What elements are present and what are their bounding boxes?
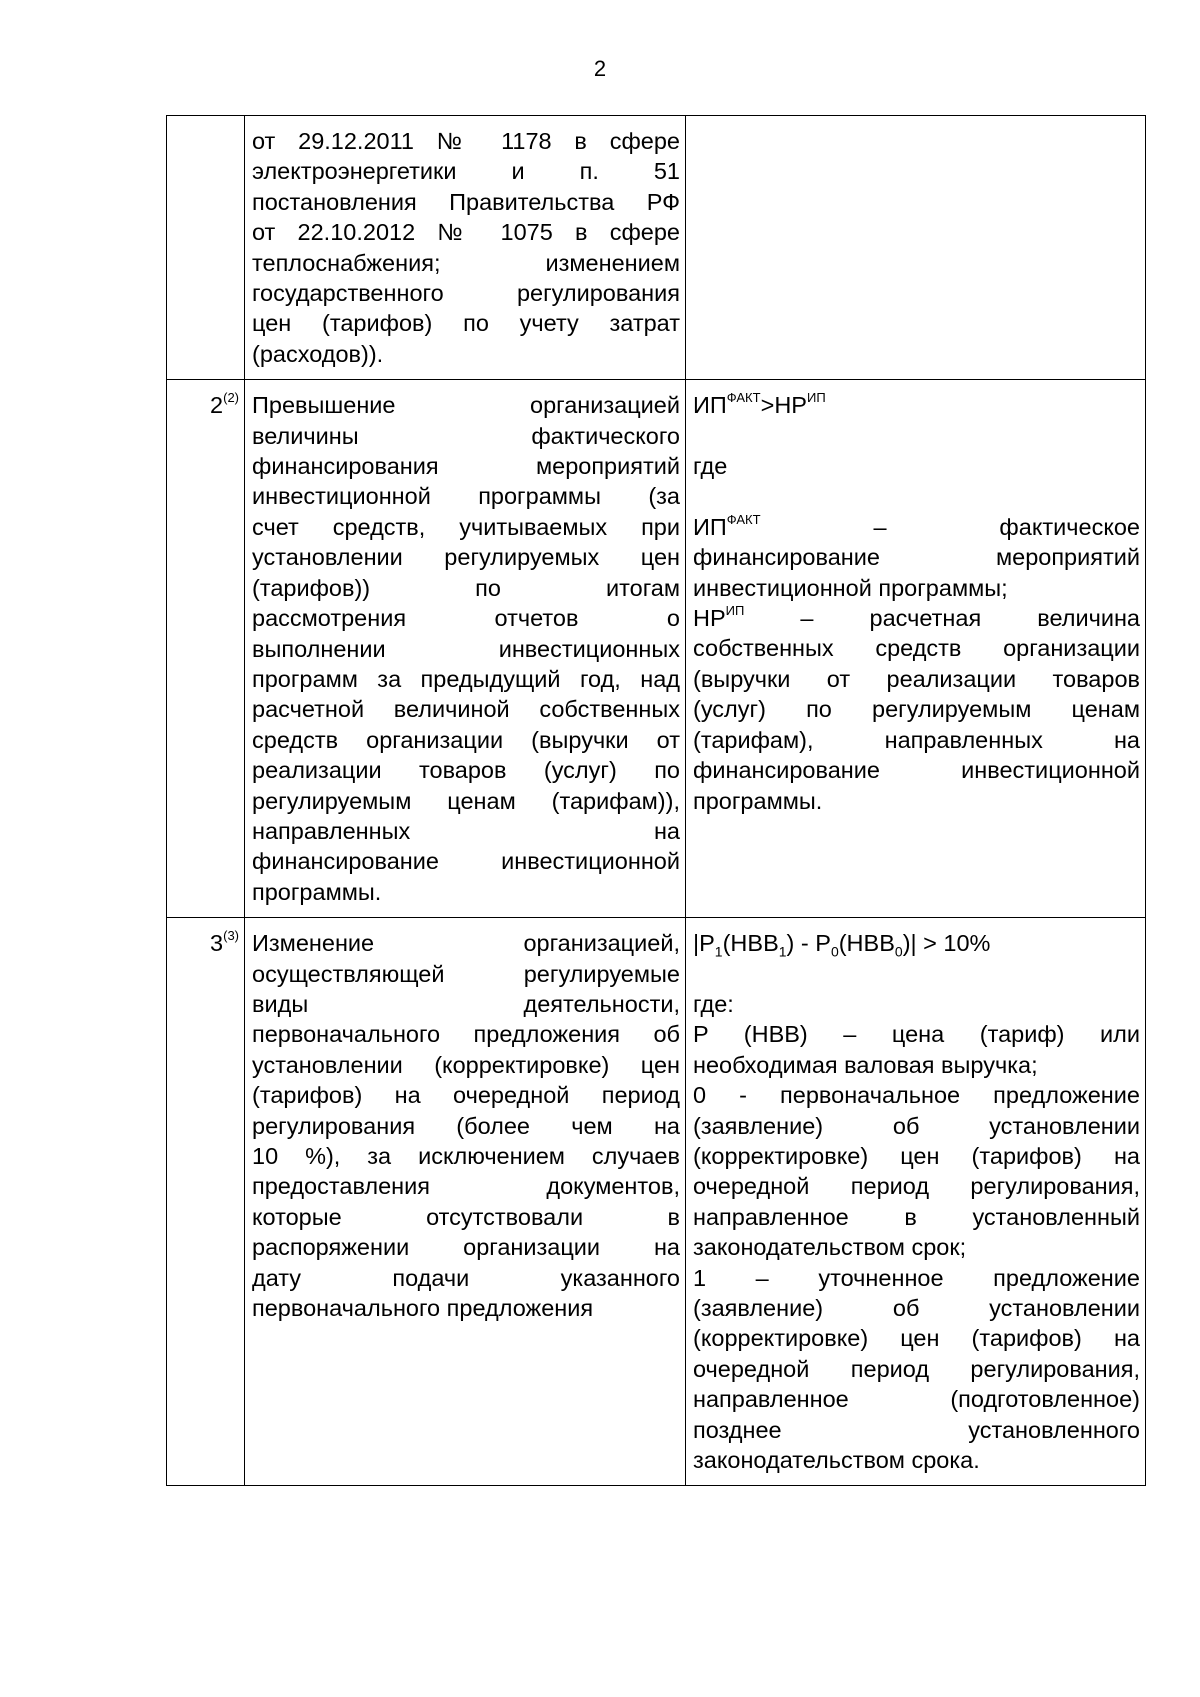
text-line: первоначального предложения bbox=[252, 1295, 594, 1322]
where-label: где bbox=[693, 453, 728, 480]
definition-line: (услуг) по регулируемым ценам bbox=[693, 696, 1140, 723]
row-number-cell bbox=[167, 116, 245, 380]
text-line: первоначального предложения об bbox=[252, 1021, 680, 1048]
text-line: распоряжении организации на bbox=[252, 1234, 680, 1261]
definition-line: (корректировке) цен (тарифов) на bbox=[693, 1325, 1140, 1352]
definition-line: (корректировке) цен (тарифов) на bbox=[693, 1142, 1140, 1169]
formula: $|P_1(НВВ_1) - P_0(НВВ_0)| > 10\%$ bbox=[693, 930, 991, 960]
criterion-cell bbox=[686, 918, 1146, 1486]
text-line: регулирования (более чем на bbox=[252, 1112, 680, 1139]
text-line: Превышение организацией bbox=[252, 392, 680, 419]
text-line: предоставления документов, bbox=[252, 1173, 680, 1200]
definition-line: направленное (подготовленное) bbox=[693, 1386, 1140, 1413]
criterion-cell bbox=[686, 380, 1146, 918]
description-cell bbox=[245, 918, 686, 1486]
row-number-cell bbox=[167, 918, 245, 1486]
text-line: постановления Правительства РФ bbox=[252, 188, 680, 215]
text-line: средств организации (выручки от bbox=[252, 726, 680, 753]
criterion-cell bbox=[686, 116, 1146, 380]
row-number: 2 bbox=[210, 392, 224, 419]
description-cell bbox=[245, 380, 686, 918]
text-line: (расходов)). bbox=[252, 340, 384, 367]
row-number-cell bbox=[167, 380, 245, 918]
description-cell bbox=[245, 116, 686, 380]
definition-line: 0 - первоначальное предложение bbox=[693, 1082, 1140, 1109]
text-line: реализации товаров (услуг) по bbox=[252, 757, 680, 784]
formula: $ИП^{ФАКТ}>НР^{ИП}$ bbox=[693, 390, 826, 419]
text-line: от 29.12.2011 № 1178 в сфере bbox=[252, 128, 680, 154]
text-line: рассмотрения отчетов о bbox=[252, 605, 680, 632]
text-line: направленных на bbox=[252, 817, 680, 844]
text-line: программы. bbox=[252, 878, 382, 905]
definition-line: $НР^{ИП}$ – расчетная величина bbox=[693, 603, 1140, 632]
definition-line: финансирование инвестиционной bbox=[693, 757, 1140, 784]
definition-line: законодательством срок; bbox=[693, 1234, 967, 1261]
definition-line: (заявление) об установлении bbox=[693, 1112, 1140, 1139]
definition-line: очередной период регулирования, bbox=[693, 1355, 1140, 1382]
definition-line: (выручки от реализации товаров bbox=[693, 665, 1140, 692]
text-line: которые отсутствовали в bbox=[252, 1203, 680, 1230]
text-line: теплоснабжения; изменением bbox=[252, 249, 680, 276]
definition-line: законодательством срока. bbox=[693, 1447, 980, 1474]
row-footnote-mark: (3) bbox=[223, 928, 239, 944]
text-line: от 22.10.2012 № 1075 в сфере bbox=[252, 219, 680, 246]
definition-line: $ИП^{ФАКТ}$ – фактическое bbox=[693, 512, 1141, 540]
definition-line: (заявление) об установлении bbox=[693, 1295, 1140, 1322]
table-row bbox=[167, 918, 1146, 1486]
definition-line: необходимая валовая выручка; bbox=[693, 1051, 1038, 1078]
text-line: виды деятельности, bbox=[252, 990, 680, 1017]
text-line: расчетной величиной собственных bbox=[252, 696, 680, 723]
row-footnote-mark: (2) bbox=[223, 390, 239, 406]
text-line: инвестиционной программы (за bbox=[252, 483, 680, 510]
text-line: финансирование инвестиционной bbox=[252, 848, 680, 875]
text-line: финансирования мероприятий bbox=[252, 453, 680, 480]
text-line: осуществляющей регулируемые bbox=[252, 960, 680, 987]
text-line: счет средств, учитываемых при bbox=[252, 513, 680, 540]
text-line: (тарифов) на очередной период bbox=[252, 1082, 680, 1109]
text-line: величины фактического bbox=[252, 422, 680, 449]
text-line: 10 %), за исключением случаев bbox=[252, 1143, 680, 1169]
text-line: выполнении инвестиционных bbox=[252, 635, 680, 662]
definition-line: финансирование мероприятий bbox=[693, 544, 1140, 571]
text-line: установлении (корректировке) цен bbox=[252, 1051, 680, 1078]
text-line: Изменение организацией, bbox=[252, 930, 680, 957]
row-number: 3 bbox=[210, 930, 224, 957]
definition-line: P (НВВ) – цена (тариф) или bbox=[693, 1021, 1140, 1048]
text-line: электроэнергетики и п. 51 bbox=[252, 158, 680, 185]
definition-line: программы. bbox=[693, 787, 823, 814]
where-label: где: bbox=[693, 990, 734, 1017]
definition-line: инвестиционной программы; bbox=[693, 574, 1008, 601]
text-line: государственного регулирования bbox=[252, 280, 680, 307]
text-line: установлении регулируемых цен bbox=[252, 544, 680, 571]
text-line: (тарифов)) по итогам bbox=[252, 574, 680, 601]
table-row bbox=[167, 116, 1146, 380]
text-line: регулируемым ценам (тарифам)), bbox=[252, 787, 680, 814]
definition-line: позднее установленного bbox=[693, 1416, 1140, 1443]
text-line: дату подачи указанного bbox=[252, 1264, 680, 1291]
definition-line: (тарифам), направленных на bbox=[693, 726, 1140, 753]
text-line: программ за предыдущий год, над bbox=[252, 665, 680, 692]
criteria-table bbox=[166, 115, 1146, 1486]
definition-line: собственных средств организации bbox=[693, 635, 1140, 662]
definition-line: очередной период регулирования, bbox=[693, 1173, 1140, 1200]
definition-line: 1 – уточненное предложение bbox=[693, 1264, 1140, 1291]
definition-line: направленное в установленный bbox=[693, 1203, 1140, 1230]
text-line: цен (тарифов) по учету затрат bbox=[252, 310, 680, 337]
table-row bbox=[167, 380, 1146, 918]
page-number: 2 bbox=[593, 56, 607, 81]
